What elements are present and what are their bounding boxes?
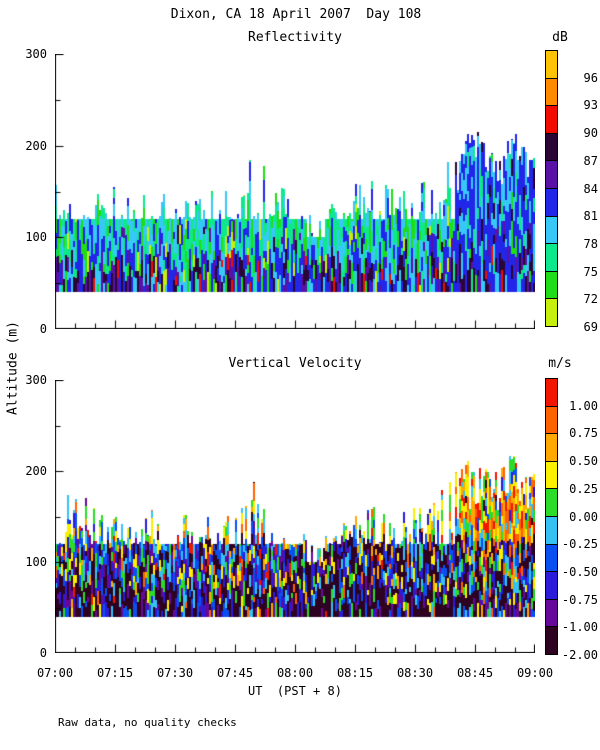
colorbar-tick-label: 87 bbox=[583, 153, 598, 168]
colorbar-tick-label: -2.00 bbox=[561, 648, 598, 662]
y-tick-label: 200 bbox=[25, 464, 47, 478]
x-tick-label: 08:00 bbox=[276, 666, 314, 680]
vertical-velocity-heatmap bbox=[55, 380, 535, 653]
colorbar-segment bbox=[546, 599, 557, 627]
x-tick-label: 07:30 bbox=[156, 666, 194, 680]
reflectivity-colorbar-units: dB bbox=[552, 30, 568, 45]
colorbar-tick-label: 81 bbox=[583, 209, 598, 224]
page-title: Dixon, CA 18 April 2007 Day 108 bbox=[170, 7, 422, 22]
colorbar-segment bbox=[546, 516, 557, 544]
vertical-velocity-colorbar-units: m/s bbox=[548, 356, 572, 371]
y-tick-label: 100 bbox=[25, 555, 47, 569]
colorbar-segment bbox=[546, 488, 557, 516]
y-axis-label: Altitude (m) bbox=[5, 321, 21, 415]
colorbar-tick-label: 93 bbox=[583, 98, 598, 113]
colorbar-tick-label: -1.00 bbox=[561, 620, 598, 635]
x-tick-label: 07:45 bbox=[216, 666, 254, 680]
colorbar-tick-label: -0.50 bbox=[561, 564, 598, 579]
colorbar-tick-label: -0.75 bbox=[561, 592, 598, 607]
x-tick-label: 07:00 bbox=[36, 666, 74, 680]
reflectivity-heatmap bbox=[55, 54, 535, 329]
x-tick-label: 09:00 bbox=[516, 666, 554, 680]
y-tick-label: 100 bbox=[25, 230, 47, 244]
x-tick-label: 07:15 bbox=[96, 666, 134, 680]
colorbar-tick-label: 84 bbox=[583, 181, 598, 196]
colorbar-tick-label: 1.00 bbox=[569, 398, 598, 413]
x-axis-label: UT (PST + 8) bbox=[248, 684, 342, 698]
y-tick-label: 200 bbox=[25, 139, 47, 153]
colorbar-segment bbox=[546, 461, 557, 489]
colorbar-tick-label: 96 bbox=[583, 70, 598, 85]
vertical-velocity-title: Vertical Velocity bbox=[228, 356, 362, 371]
y-tick-label: 300 bbox=[25, 47, 47, 61]
colorbar-tick-label: 72 bbox=[583, 292, 598, 307]
x-tick-label: 08:45 bbox=[456, 666, 494, 680]
y-tick-label: 0 bbox=[39, 322, 47, 336]
colorbar-segment bbox=[546, 160, 557, 188]
colorbar-segment bbox=[546, 271, 557, 299]
colorbar-segment bbox=[546, 216, 557, 244]
colorbar-segment bbox=[546, 571, 557, 599]
colorbar-segment bbox=[546, 188, 557, 216]
x-tick-label: 08:15 bbox=[336, 666, 374, 680]
colorbar-segment bbox=[546, 51, 557, 78]
colorbar-segment bbox=[546, 78, 557, 106]
colorbar-segment bbox=[546, 105, 557, 133]
footer-note: Raw data, no quality checks bbox=[58, 716, 237, 729]
x-tick-label: 08:30 bbox=[396, 666, 434, 680]
colorbar-segment bbox=[546, 298, 557, 326]
colorbar-segment bbox=[546, 433, 557, 461]
colorbar-tick-label: 78 bbox=[583, 236, 598, 251]
reflectivity-colorbar bbox=[545, 50, 558, 327]
y-tick-label: 300 bbox=[25, 373, 47, 387]
colorbar-tick-label: 0.50 bbox=[569, 454, 598, 469]
colorbar-tick-label: 75 bbox=[583, 264, 598, 279]
colorbar-tick-label: 69 bbox=[583, 320, 598, 334]
colorbar-tick-label: 0.00 bbox=[569, 509, 598, 524]
vertical-velocity-colorbar bbox=[545, 378, 558, 655]
colorbar-tick-label: -0.25 bbox=[561, 537, 598, 552]
colorbar-segment bbox=[546, 626, 557, 654]
colorbar-segment bbox=[546, 406, 557, 434]
y-tick-label: 0 bbox=[39, 646, 47, 660]
colorbar-tick-label: 0.25 bbox=[569, 481, 598, 496]
colorbar-segment bbox=[546, 379, 557, 406]
colorbar-tick-label: 90 bbox=[583, 126, 598, 141]
colorbar-segment bbox=[546, 243, 557, 271]
colorbar-tick-label: 0.75 bbox=[569, 426, 598, 441]
colorbar-segment bbox=[546, 544, 557, 572]
colorbar-segment bbox=[546, 133, 557, 161]
reflectivity-title: Reflectivity bbox=[248, 30, 342, 45]
